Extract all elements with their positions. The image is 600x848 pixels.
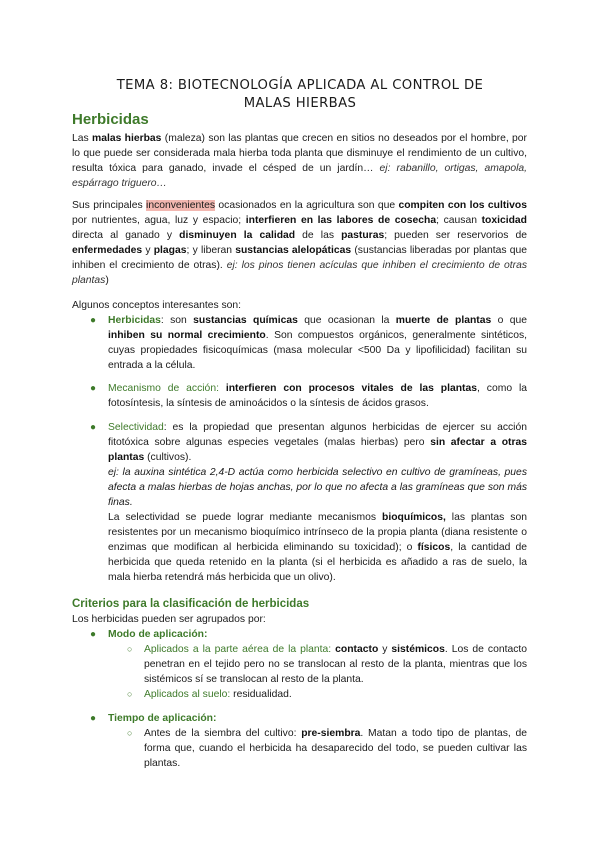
text: ) — [105, 275, 109, 286]
tiempo-aplicacion-label — [108, 711, 527, 726]
highlighted-word: inconvenientes — [146, 200, 216, 211]
concept-label: Herbicidas — [108, 315, 161, 326]
bullet-icon: ● — [90, 713, 97, 724]
bold-term: pre-siembra — [301, 728, 361, 739]
criterios-intro: Los herbicidas pueden ser agrupados por: — [72, 614, 266, 625]
text: Sus principales — [72, 200, 147, 211]
bold-term: bioquímicos, — [382, 512, 446, 523]
modo-aplicacion-label — [108, 627, 527, 642]
concept-label: Selectividad — [108, 422, 164, 433]
text: o que — [491, 315, 527, 326]
hollow-bullet-icon: ○ — [127, 728, 133, 738]
text: : son — [160, 315, 194, 326]
section-heading-herbicidas: Herbicidas — [72, 111, 149, 128]
bold-term: sustancias químicas — [193, 315, 298, 326]
modo-sub2 — [144, 687, 527, 702]
text: Las — [72, 133, 92, 144]
criterion-label: Modo de aplicación: — [108, 629, 208, 640]
example-text: ej: los pinos tienen acículas que inhiben el crecimiento de otras plantas — [72, 260, 528, 286]
text: ; causan — [436, 215, 482, 226]
text: Antes de la siembra del cultivo: — [144, 728, 302, 739]
example-text: ej: rabanillo, ortigas, amapola, espárrago triguero… — [72, 163, 527, 189]
bold-term: pasturas — [341, 230, 385, 241]
text: : es la propiedad que presentan algunos herbicidas de ejercer su acción fitotóxica sobre algunas especies vegetales (malas hierbas) pero — [108, 422, 527, 448]
text: ; y liberan — [186, 245, 236, 256]
bold-term: físicos — [417, 542, 451, 553]
bold-term: interfieren con procesos vitales de las plantas — [225, 383, 478, 394]
text: de las — [295, 230, 342, 241]
intro-paragraph — [72, 131, 527, 191]
bold-term: malas hierbas — [92, 133, 162, 144]
concept-herbicidas — [108, 313, 527, 373]
tiempo-sub1 — [144, 726, 527, 771]
bold-term: sistémicos — [391, 644, 445, 655]
text: y — [142, 245, 154, 256]
concept-label: Mecanismo de acción: — [108, 383, 219, 394]
subheading-criterios: Criterios para la clasificación de herbicidas — [72, 598, 310, 610]
bold-term: muerte de plantas — [395, 315, 492, 326]
concept-mecanismo — [108, 381, 527, 411]
hollow-bullet-icon: ○ — [127, 689, 133, 699]
text: ; pueden ser reservorios de — [384, 230, 528, 241]
concept-selectividad — [108, 420, 527, 585]
bullet-icon: ● — [90, 383, 97, 394]
bold-term: interfieren en las labores de cosecha — [245, 215, 437, 226]
bold-term: toxicidad — [481, 215, 527, 226]
text: , la cantidad de herbicida que queda retenido en la planta (si el herbicida es añadido a ras de suelo, la mala hierba retendrá más herbicida que un olivo). — [108, 542, 527, 583]
text: , como la fotosíntesis, la síntesis de aminoácidos o la síntesis de ácidos grasos. — [108, 383, 528, 409]
bold-term: contacto — [335, 644, 379, 655]
bullet-icon: ● — [90, 315, 97, 326]
title-line-2: MALAS HIERBAS — [243, 96, 357, 111]
bold-term: plagas — [153, 245, 187, 256]
hollow-bullet-icon: ○ — [127, 644, 133, 654]
text: residualidad. — [230, 689, 292, 700]
bold-term: sin afectar a otras plantas — [108, 437, 527, 463]
conceptos-intro: Algunos conceptos interesantes son: — [72, 300, 242, 311]
bold-term: enfermedades — [72, 245, 143, 256]
title-line-1: TEMA 8: BIOTECNOLOGÍA APLICADA AL CONTROL DE — [116, 78, 484, 93]
text: las plantas son resistentes por un mecanismo bioquímico intrínseco de la propia planta (diana resistente o enzimas que modifican al herbicida eliminando su toxicidad); o — [108, 512, 527, 553]
text: . Son compuestos orgánicos, generalmente sintéticos, cuyas propiedades fisicoquímicas (masa molecular <500 Da y lipofilicidad) facilitan su entrada a la célula. — [108, 330, 528, 371]
sub-label: Aplicados a la parte aérea de la planta: — [144, 644, 332, 655]
bold-term: disminuyen la calidad — [179, 230, 296, 241]
bold-term: sustancias alelopáticas — [235, 245, 352, 256]
text: ocasionados en la agricultura son que — [215, 200, 399, 211]
bold-term: inhiben su normal crecimiento — [108, 330, 266, 341]
bullet-icon: ● — [90, 422, 97, 433]
text: La selectividad se puede lograr mediante mecanismos — [108, 512, 383, 523]
text: . Matan a todo tipo de plantas, de forma que, cuando el herbicida ha desaparecido del todo, se pueden cultivar las plantas. — [144, 728, 527, 769]
modo-sub1 — [144, 642, 527, 687]
text: por nutrientes, agua, luz y espacio; — [72, 215, 246, 226]
inconvenientes-paragraph — [72, 198, 527, 288]
sub-label: Aplicados al suelo: — [144, 689, 231, 700]
text: directa al ganado y — [72, 230, 180, 241]
text: y — [378, 644, 392, 655]
text: (maleza) son las plantas que crecen en sitios no deseados por el hombre, por lo que puede ser considerada mala hierba toda planta que disminuye el rendimiento de un cultivo, resulta tóxica para ganado, invade el césped de un jardín… — [72, 133, 527, 174]
bold-term: compiten con los cultivos — [398, 200, 527, 211]
text: (cultivos). — [144, 452, 192, 463]
text: . Los de contacto penetran en el tejido pero no se translocan al resto de la planta, mientras que los sistémicos sí se translocan al resto de la planta. — [144, 644, 527, 685]
text: que ocasionan la — [297, 315, 396, 326]
page-title — [60, 77, 540, 113]
bullet-icon: ● — [90, 629, 97, 640]
text: (sustancias liberadas por plantas que inhiben el crecimiento de otras). — [72, 245, 528, 271]
example-text: ej: la auxina sintética 2,4-D actúa como herbicida selectivo en cultivo de gramíneas, pues afecta a malas hierbas de hojas anchas, por lo que no afecta a las gramíneas que son más finas. — [108, 467, 527, 508]
criterion-label: Tiempo de aplicación: — [108, 713, 217, 724]
